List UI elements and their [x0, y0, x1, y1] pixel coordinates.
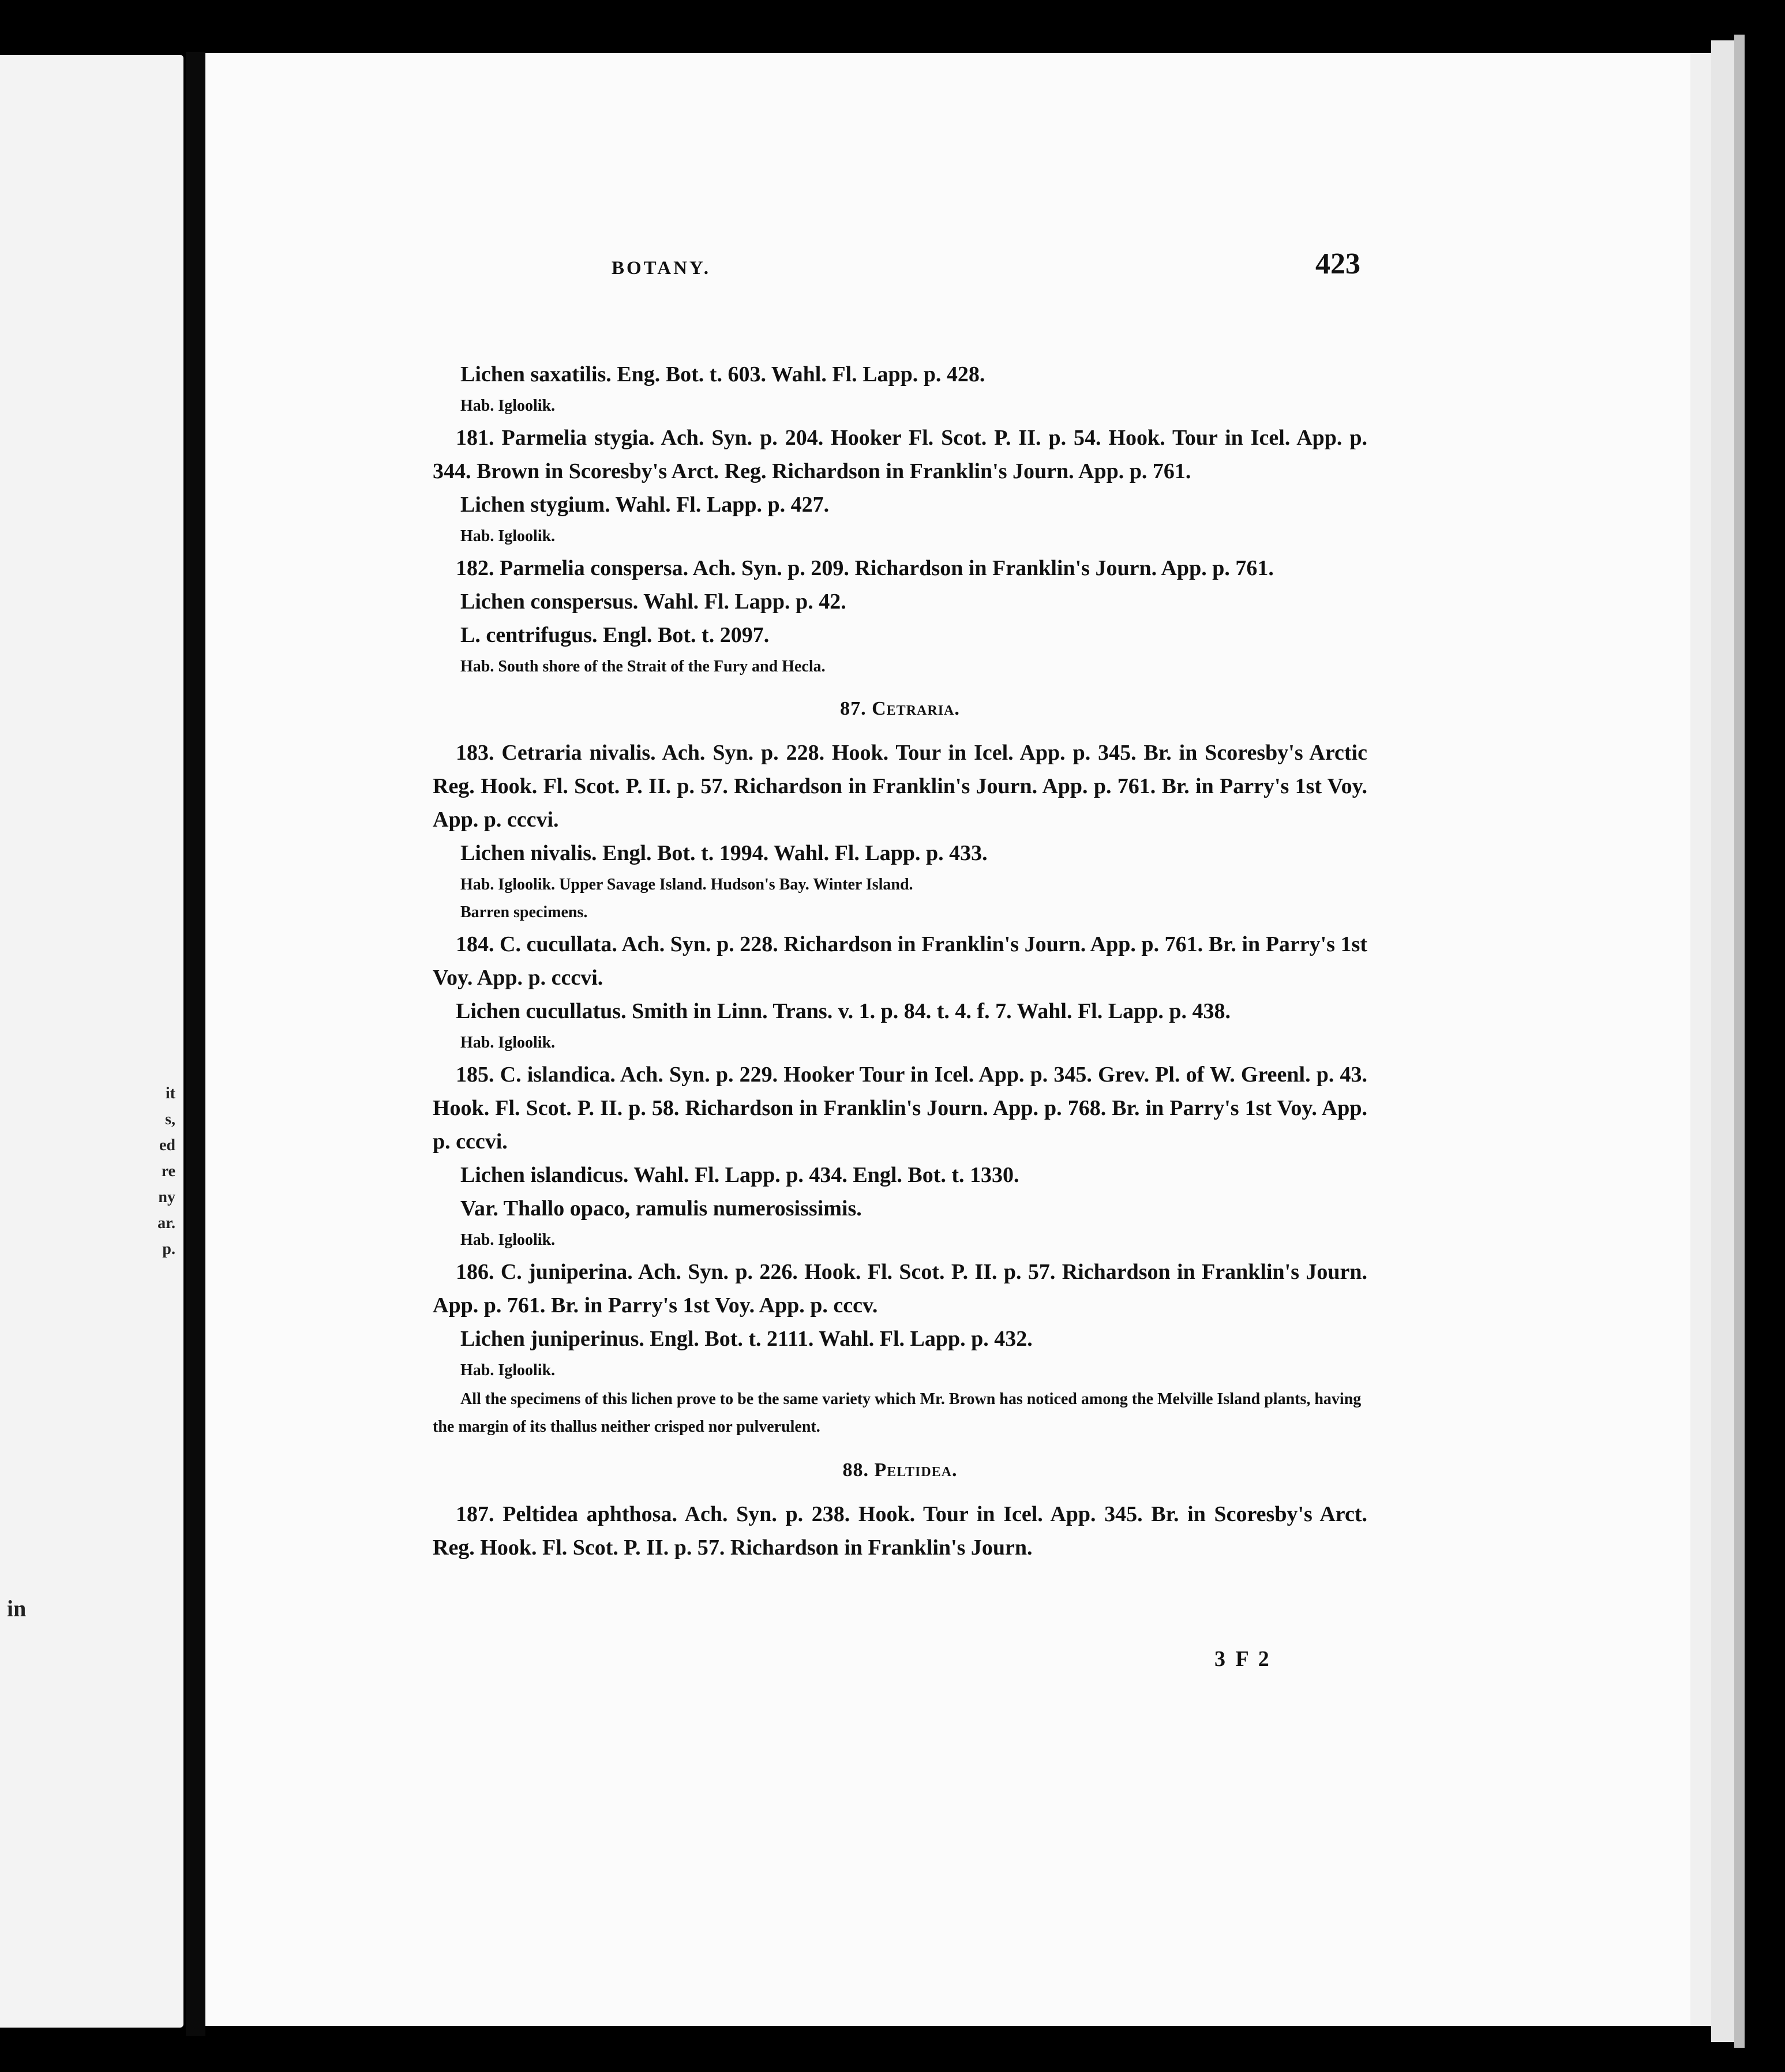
- edge-word: ny: [158, 1188, 175, 1206]
- page-edge-outer: [1734, 35, 1745, 2048]
- left-page-margin-text: [0, 55, 183, 2028]
- species-entry-181: 181. Parmelia stygia. Ach. Syn. p. 204. Hooker Fl. Scot. P. II. p. 54. Hook. Tour in Icel. App. p. 344. Brown in Scoresby's Arct. Reg. Richardson in Franklin's Journ. App. p. 761.: [433, 426, 1367, 483]
- edge-word: p.: [162, 1240, 175, 1258]
- habitat-line: Hab. South shore of the Strait of the Fury and Hecla.: [460, 658, 826, 675]
- page-edge: [1711, 40, 1734, 2042]
- edge-word: it: [165, 1084, 175, 1102]
- page-edge-shadow: [1690, 53, 1711, 2026]
- left-page-fragment: [0, 55, 183, 2028]
- species-entry-183: 183. Cetraria nivalis. Ach. Syn. p. 228. Hook. Tour in Icel. App. p. 345. Br. in Scoresby's Arctic Reg. Hook. Fl. Scot. P. II. p. 57. Richardson in Franklin's Journ. App. p. 761. Br. in Parry's 1st Voy. App. p. cccvi.: [433, 741, 1367, 832]
- synonym-line: Lichen conspersus. Wahl. Fl. Lapp. p. 42.: [460, 590, 846, 614]
- genus-heading-cetraria: 87. Cetraria.: [840, 698, 960, 719]
- synonym-line: L. centrifugus. Engl. Bot. t. 2097.: [460, 623, 770, 647]
- habitat-line: Hab. Igloolik. Upper Savage Island. Hudson's Bay. Winter Island.: [460, 876, 913, 894]
- habitat-line: Hab. Igloolik.: [460, 397, 556, 415]
- synonym-line: Lichen juniperinus. Engl. Bot. t. 2111. Wahl. Fl. Lapp. p. 432.: [460, 1327, 1033, 1351]
- synonym-line: Lichen islandicus. Wahl. Fl. Lapp. p. 434. Engl. Bot. t. 1330.: [460, 1163, 1019, 1187]
- variety-line: Var. Thallo opaco, ramulis numerosissimis.: [460, 1196, 862, 1221]
- synonym-line: Lichen saxatilis. Eng. Bot. t. 603. Wahl. Fl. Lapp. p. 428.: [460, 362, 985, 386]
- genus-heading-peltidea: 88. Peltidea.: [842, 1459, 958, 1481]
- edge-word: ed: [159, 1136, 175, 1154]
- habitat-line: Hab. Igloolik.: [460, 1231, 556, 1249]
- printer-signature: 3 F 2: [1214, 1647, 1272, 1671]
- specimen-note: All the specimens of this lichen prove to be the same variety which Mr. Brown has noticed among the Melville Island plants, having the margin of its thallus neither crisped nor pulverulent.: [433, 1390, 1362, 1436]
- book-gutter: [186, 52, 205, 2036]
- synonym-line: Lichen stygium. Wahl. Fl. Lapp. p. 427.: [460, 493, 830, 517]
- species-entry-185: 185. C. islandica. Ach. Syn. p. 229. Hooker Tour in Icel. App. p. 345. Grev. Pl. of W. Greenl. p. 43. Hook. Fl. Scot. P. II. p. 58. Richardson in Franklin's Journ. App. p. 768. Br. in Parry's 1st Voy. App. p. cccvi.: [433, 1063, 1367, 1154]
- edge-word: in: [7, 1596, 27, 1621]
- edge-word: ar.: [158, 1214, 175, 1232]
- species-entry-186: 186. C. juniperina. Ach. Syn. p. 226. Hook. Fl. Scot. P. II. p. 57. Richardson in Franklin's Journ. App. p. 761. Br. in Parry's 1st Voy. App. p. cccv.: [433, 1260, 1367, 1317]
- edge-word: s,: [165, 1110, 175, 1128]
- edge-word: re: [161, 1162, 175, 1180]
- page-body: [433, 358, 1367, 1564]
- habitat-line: Hab. Igloolik.: [460, 1034, 556, 1052]
- synonym-line: Lichen nivalis. Engl. Bot. t. 1994. Wahl. Fl. Lapp. p. 433.: [460, 841, 988, 865]
- running-head: BOTANY.: [612, 258, 711, 279]
- habitat-line: Hab. Igloolik.: [460, 527, 556, 545]
- specimen-note: Barren specimens.: [460, 903, 588, 921]
- species-entry-184: 184. C. cucullata. Ach. Syn. p. 228. Richardson in Franklin's Journ. App. p. 761. Br. in Parry's 1st Voy. App. p. cccvi.: [433, 932, 1367, 990]
- page-number: 423: [1315, 247, 1360, 280]
- habitat-line: Hab. Igloolik.: [460, 1361, 556, 1379]
- synonym-line: Lichen cucullatus. Smith in Linn. Trans. v. 1. p. 84. t. 4. f. 7. Wahl. Fl. Lapp. p. 438.: [456, 999, 1231, 1023]
- species-entry-187: 187. Peltidea aphthosa. Ach. Syn. p. 238. Hook. Tour in Icel. App. 345. Br. in Scoresby's Arct. Reg. Hook. Fl. Scot. P. II. p. 57. Richardson in Franklin's Journ.: [433, 1502, 1367, 1560]
- species-entry-182: 182. Parmelia conspersa. Ach. Syn. p. 209. Richardson in Franklin's Journ. App. p. 761.: [456, 556, 1274, 580]
